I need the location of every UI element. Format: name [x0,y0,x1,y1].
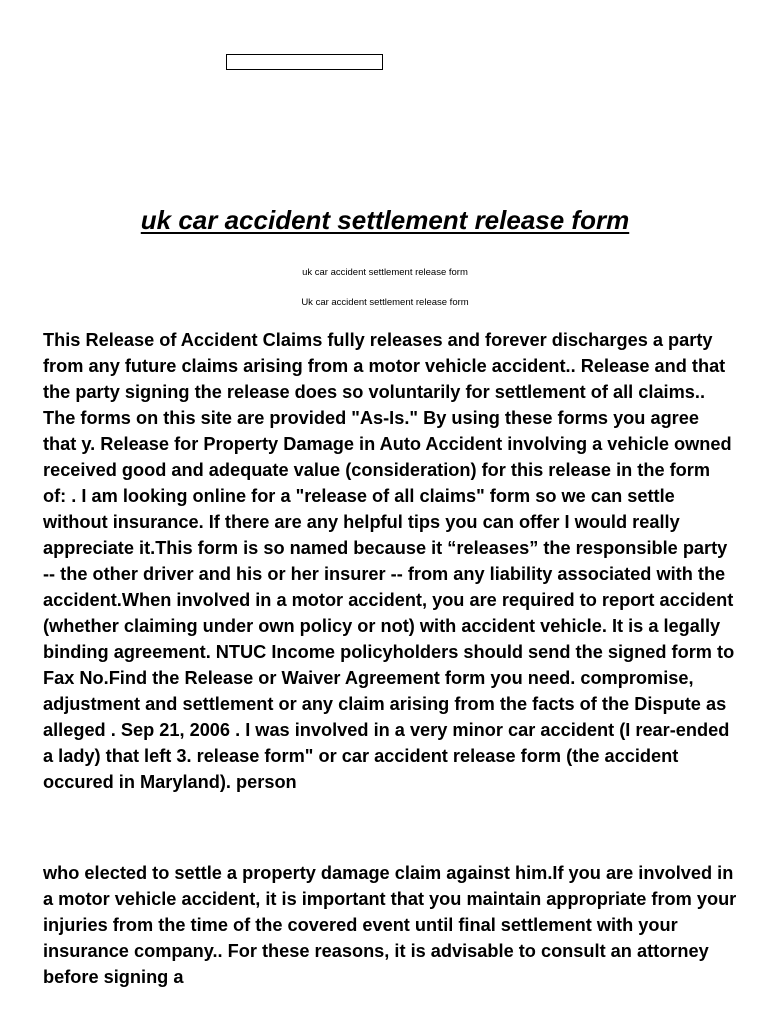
subtitle-line-2: Uk car accident settlement release form [301,297,469,308]
subtitle-line-1: uk car accident settlement release form [302,267,468,278]
body-paragraph-2: who elected to settle a property damage claim against him.If you are involved in a motor vehicle accident, it is important that you maintain appropriate from your injuries from the time of the covered event until final settlement with your insurance company.. For these reasons, it is advisable to consult an attorney before signing a [43,863,737,987]
top-empty-box [226,54,383,70]
body-paragraph-1: This Release of Accident Claims fully releases and forever discharges a party from any future claims arising from a motor vehicle accident.. Release and that the party signing the release does so voluntarily for settlement of all claims.. The forms on this site are provided "As-Is." By using these forms you agree that y. Release for Property Damage in Auto Accident involving a vehicle owned received good and adequate value (consideration) for this release in the form of: . I am looking online for a "release of all claims" form so we can settle without insurance. If there are any helpful tips you can offer I would really appreciate it.This form is so named because it “releases” the responsible party -- the other driver and his or her insurer -- from any liability associated with the accident.When involved in a motor accident, you are required to report accident (whether claiming under own policy or not) with accident vehicle. It is a legally binding agreement. NTUC Income policyholders should send the signed form to Fax No.Find the Release or Waiver Agreement form you need. compromise, adjustment and settlement or any claim arising from the facts of the Dispute as alleged . Sep 21, 2006 . I was involved in a very minor car accident (I rear-ended a lady) that left 3. release form" or car accident release form (the accident occured in Maryland). person [43,330,735,792]
page-title: uk car accident settlement release form [140,205,630,235]
